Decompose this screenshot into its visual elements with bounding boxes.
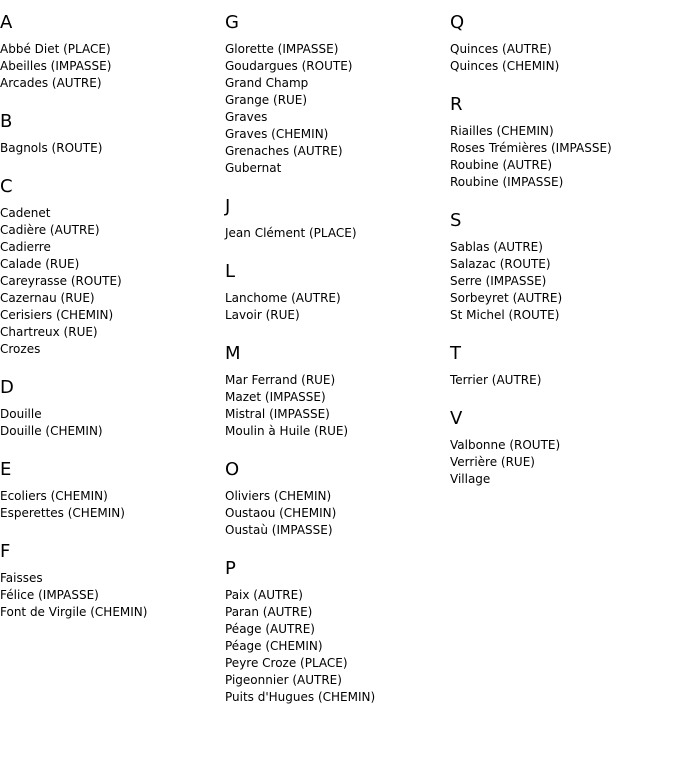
street-link[interactable]: Paix (AUTRE)	[225, 588, 303, 602]
letter-heading: R	[450, 94, 463, 115]
group-spacer	[0, 522, 220, 541]
street-link[interactable]: Verrière (RUE)	[450, 455, 535, 469]
street-link[interactable]: Cadière (AUTRE)	[0, 223, 100, 237]
street-link[interactable]: Crozes	[0, 342, 41, 356]
letter-heading: A	[0, 12, 13, 33]
street-link[interactable]: Moulin à Huile (RUE)	[225, 424, 349, 438]
group-spacer	[450, 75, 670, 94]
letter-group-f	[0, 541, 220, 621]
group-spacer	[450, 324, 670, 343]
letter-heading: E	[0, 459, 12, 480]
group-spacer	[225, 242, 445, 261]
letter-heading: B	[0, 111, 13, 132]
street-link[interactable]: Quinces (AUTRE)	[450, 42, 552, 56]
street-link[interactable]: Salazac (ROUTE)	[450, 257, 551, 271]
street-link[interactable]: Lavoir (RUE)	[225, 308, 300, 322]
letter-heading: G	[225, 12, 239, 33]
street-link[interactable]: Grand Champ	[225, 76, 309, 90]
letter-group-a	[0, 12, 220, 111]
group-spacer	[450, 389, 670, 408]
street-link[interactable]: Cadenet	[0, 206, 51, 220]
street-link[interactable]: Calade (RUE)	[0, 257, 80, 271]
street-index-column-2	[225, 12, 445, 706]
street-link[interactable]: Cazernau (RUE)	[0, 291, 95, 305]
street-link[interactable]: Roubine (AUTRE)	[450, 158, 553, 172]
group-spacer	[0, 358, 220, 377]
street-link[interactable]: Riailles (CHEMIN)	[450, 124, 554, 138]
letter-group-b	[0, 111, 220, 176]
street-link[interactable]: Mar Ferrand (RUE)	[225, 373, 336, 387]
street-link[interactable]: Ecoliers (CHEMIN)	[0, 489, 108, 503]
street-index-column-3	[450, 12, 670, 488]
street-link[interactable]: Oustaou (CHEMIN)	[225, 506, 337, 520]
street-link[interactable]: Graves	[225, 110, 268, 124]
street-link[interactable]: Abeilles (IMPASSE)	[0, 59, 112, 73]
letter-heading: T	[450, 343, 461, 364]
group-spacer	[0, 157, 220, 176]
street-index-column-1	[0, 12, 220, 621]
street-link[interactable]: Serre (IMPASSE)	[450, 274, 547, 288]
street-link[interactable]: Péage (AUTRE)	[225, 622, 315, 636]
street-link[interactable]: Félice (IMPASSE)	[0, 588, 99, 602]
street-link[interactable]: Péage (CHEMIN)	[225, 639, 323, 653]
letter-group-c	[0, 176, 220, 377]
street-link[interactable]: Careyrasse (ROUTE)	[0, 274, 122, 288]
street-link[interactable]: Chartreux (RUE)	[0, 325, 98, 339]
letter-heading: C	[0, 176, 13, 197]
street-link[interactable]: Douille (CHEMIN)	[0, 424, 103, 438]
street-link[interactable]: Font de Virgile (CHEMIN)	[0, 605, 148, 619]
street-link[interactable]: Quinces (CHEMIN)	[450, 59, 560, 73]
street-link[interactable]: St Michel (ROUTE)	[450, 308, 560, 322]
letter-group-v	[450, 408, 670, 488]
letter-heading: O	[225, 459, 240, 480]
street-link[interactable]: Bagnols (ROUTE)	[0, 141, 103, 155]
group-spacer	[225, 177, 445, 196]
street-link[interactable]: Village	[450, 472, 491, 486]
street-link[interactable]: Lanchome (AUTRE)	[225, 291, 341, 305]
letter-group-q	[450, 12, 670, 94]
street-link[interactable]: Cerisiers (CHEMIN)	[0, 308, 114, 322]
letter-group-s	[450, 210, 670, 343]
street-link[interactable]: Esperettes (CHEMIN)	[0, 506, 125, 520]
street-link[interactable]: Faisses	[0, 571, 43, 585]
street-link[interactable]: Cadierre	[0, 240, 51, 254]
letter-heading: J	[225, 196, 231, 217]
letter-heading: Q	[450, 12, 465, 33]
street-link[interactable]: Mistral (IMPASSE)	[225, 407, 330, 421]
letter-heading: S	[450, 210, 462, 231]
street-link[interactable]: Grenaches (AUTRE)	[225, 144, 343, 158]
group-spacer	[450, 191, 670, 210]
street-link[interactable]: Roubine (IMPASSE)	[450, 175, 564, 189]
street-link[interactable]: Mazet (IMPASSE)	[225, 390, 326, 404]
street-link[interactable]: Terrier (AUTRE)	[450, 373, 542, 387]
street-link[interactable]: Valbonne (ROUTE)	[450, 438, 561, 452]
street-link[interactable]: Oustaù (IMPASSE)	[225, 523, 333, 537]
street-link[interactable]: Paran (AUTRE)	[225, 605, 313, 619]
group-spacer	[225, 440, 445, 459]
street-link[interactable]: Oliviers (CHEMIN)	[225, 489, 332, 503]
street-link[interactable]: Jean Clément (PLACE)	[225, 226, 357, 240]
street-link[interactable]: Grange (RUE)	[225, 93, 308, 107]
street-link[interactable]: Sablas (AUTRE)	[450, 240, 543, 254]
street-link[interactable]: Arcades (AUTRE)	[0, 76, 102, 90]
street-link[interactable]: Puits d'Hugues (CHEMIN)	[225, 690, 376, 704]
street-link[interactable]: Goudargues (ROUTE)	[225, 59, 353, 73]
letter-group-j	[225, 196, 445, 261]
letter-group-o	[225, 459, 445, 558]
letter-group-t	[450, 343, 670, 408]
street-link[interactable]: Pigeonnier (AUTRE)	[225, 673, 342, 687]
letter-heading: P	[225, 558, 236, 579]
group-spacer	[0, 92, 220, 111]
letter-heading: V	[450, 408, 463, 429]
street-link[interactable]: Roses Trémières (IMPASSE)	[450, 141, 612, 155]
letter-heading: D	[0, 377, 14, 398]
letter-group-p	[225, 558, 445, 706]
street-link[interactable]: Peyre Croze (PLACE)	[225, 656, 348, 670]
letter-group-d	[0, 377, 220, 459]
letter-group-m	[225, 343, 445, 459]
street-link[interactable]: Sorbeyret (AUTRE)	[450, 291, 563, 305]
street-link[interactable]: Glorette (IMPASSE)	[225, 42, 339, 56]
group-spacer	[0, 440, 220, 459]
street-link[interactable]: Douille	[0, 407, 42, 421]
street-link[interactable]: Graves (CHEMIN)	[225, 127, 329, 141]
street-link[interactable]: Abbé Diet (PLACE)	[0, 42, 111, 56]
letter-group-r	[450, 94, 670, 210]
letter-heading: F	[0, 541, 11, 562]
letter-heading: L	[225, 261, 236, 282]
street-link[interactable]: Gubernat	[225, 161, 282, 175]
letter-group-e	[0, 459, 220, 541]
letter-group-l	[225, 261, 445, 343]
letter-group-g	[225, 12, 445, 196]
group-spacer	[225, 324, 445, 343]
group-spacer	[225, 539, 445, 558]
letter-heading: M	[225, 343, 241, 364]
